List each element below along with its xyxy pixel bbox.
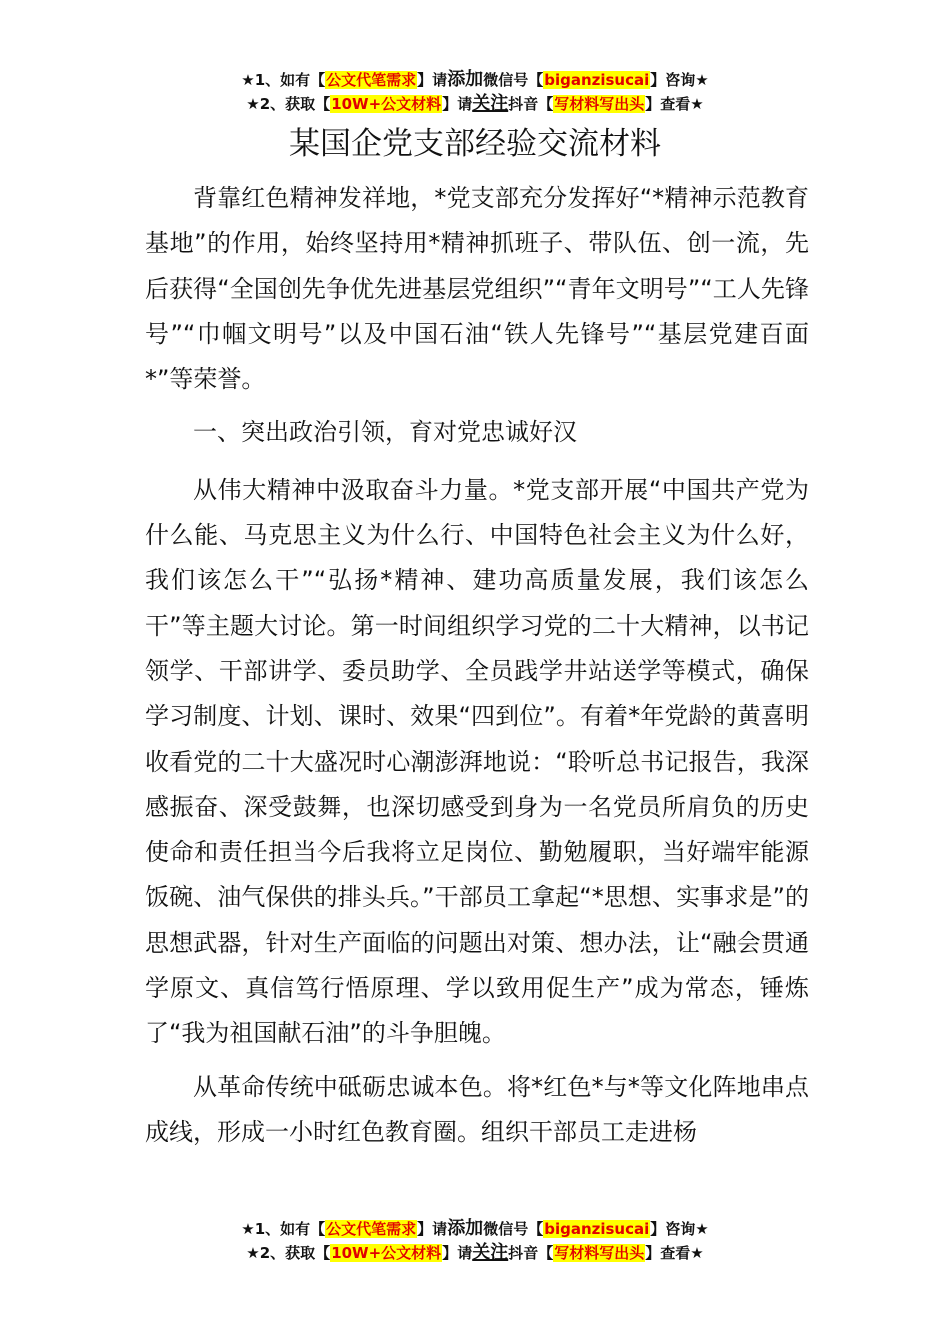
promo-text: 】咨询★: [650, 1220, 709, 1238]
promo-line-1: [0, 68, 950, 92]
promo-text: 】咨询★: [650, 71, 709, 89]
promo-text: 抖音【: [508, 95, 554, 113]
promo-highlight: 公文代笔需求: [326, 1220, 417, 1238]
promo-highlight: biganzisucai: [544, 71, 650, 89]
promo-text: 】查看★: [645, 1244, 704, 1262]
promo-highlight: 10W+公文材料: [331, 95, 442, 113]
promo-text: 】请: [417, 1220, 448, 1238]
promo-banner-top: [0, 68, 950, 116]
promo-text: 】查看★: [645, 95, 704, 113]
promo-emphasis: 添加: [447, 1218, 484, 1239]
promo-highlight: 写材料写出头: [554, 95, 645, 113]
promo-emphasis: 关注: [472, 93, 509, 114]
promo-emphasis: 添加: [447, 69, 484, 90]
promo-line-2: [0, 92, 950, 116]
promo-text: 微信号【: [483, 71, 544, 89]
promo-text: ★2、获取【: [246, 1244, 331, 1262]
paragraph-intro: 背靠红色精神发祥地，*党支部充分发挥好“*精神示范教育基地”的作用，始终坚持用*精神抓班子、带队伍、创一流，先后获得“全国创先争优先进基层党组织”“青年文明号”“工人先锋号”“巾帼文明号”以及中国石油“铁人先锋号”“基层党建百面*”等荣誉。: [145, 184, 809, 394]
promo-text: 】请: [442, 1244, 473, 1262]
promo-text: 微信号【: [483, 1220, 544, 1238]
promo-emphasis: 关注: [472, 1242, 509, 1263]
promo-highlight: 写材料写出头: [554, 1244, 645, 1262]
promo-text: 】请: [417, 71, 448, 89]
section-heading: 一、突出政治引领，育对党忠诚好汉: [193, 418, 577, 447]
promo-text: 】请: [442, 95, 473, 113]
document-title: 某国企党支部经验交流材料: [289, 126, 661, 162]
paragraph: 从伟大精神中汲取奋斗力量。*党支部开展“中国共产党为什么能、马克思主义为什么行、中国特色社会主义为什么好，我们该怎么干”“弘扬*精神、建功高质量发展，我们该怎么干”等主题大讨论。第一时间组织学习党的二十大精神，以书记领学、干部讲学、委员助学、全员践学井站送学等模式，确保学习制度、计划、课时、效果“四到位”。有着*年党龄的黄喜明收看党的二十大盛况时心潮澎湃地说：“聆听总书记报告，我深感振奋、深受鼓舞，也深切感受到身为一名党员所肩负的历史使命和责任担当今后我将立足岗位、勤勉履职，当好端牢能源饭碗、油气保供的排头兵。”干部员工拿起“*思想、实事求是”的思想武器，针对生产面临的问题出对策、想办法，让“融会贯通学原文、真信笃行悟原理、学以致用促生产”成为常态，锤炼了“我为祖国献石油”的斗争胆魄。: [145, 475, 809, 1048]
promo-text: 抖音【: [508, 1244, 554, 1262]
paragraph: 从革命传统中砥砺忠诚本色。将*红色*与*等文化阵地串点成线，形成一小时红色教育圈。组织干部员工走进杨: [145, 1072, 809, 1146]
promo-highlight: 10W+公文材料: [331, 1244, 442, 1262]
promo-banner-bottom: [0, 1217, 950, 1265]
promo-highlight: 公文代笔需求: [326, 71, 417, 89]
promo-text: ★1、如有【: [241, 71, 326, 89]
document-body: [145, 176, 809, 1163]
promo-line-1: [0, 1217, 950, 1241]
promo-highlight: biganzisucai: [544, 1220, 650, 1238]
promo-line-2: [0, 1241, 950, 1265]
promo-text: ★2、获取【: [246, 95, 331, 113]
promo-text: ★1、如有【: [241, 1220, 326, 1238]
